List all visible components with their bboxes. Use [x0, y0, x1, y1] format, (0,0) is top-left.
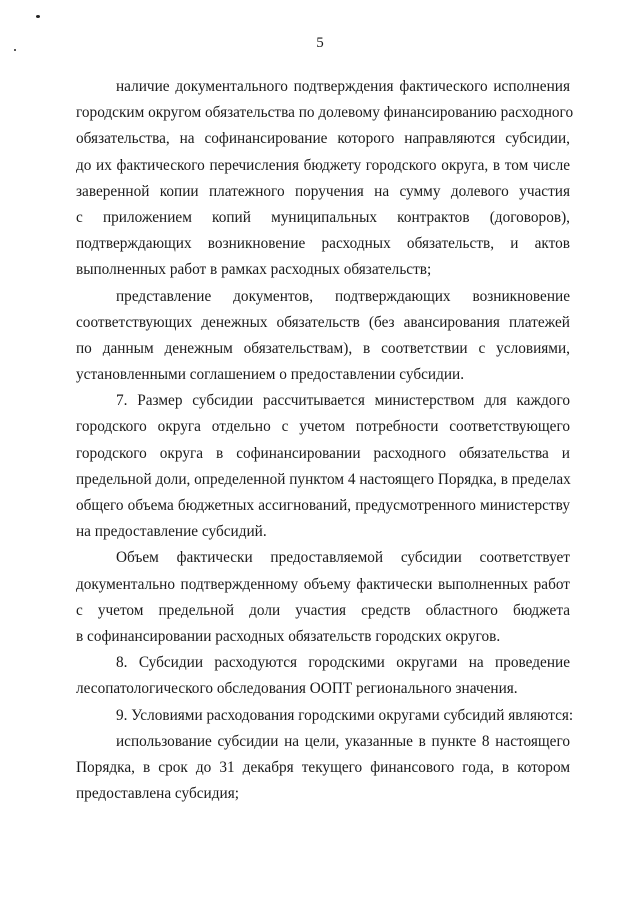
- text-line: до их фактического перечисления бюджету городского округа, в том числе: [76, 156, 570, 174]
- text-line: на предоставление субсидий.: [76, 523, 267, 541]
- text-line: общего объема бюджетных ассигнований, предусмотренного министерству: [76, 497, 570, 514]
- text-line: предоставлена субсидия;: [76, 785, 239, 803]
- text-line: предельной доли, определенной пунктом 4 настоящего Порядка, в пределах: [76, 470, 571, 488]
- text-line: заверенной копии платежного поручения на сумму долевого участия: [76, 182, 570, 200]
- text-line: соответствующих денежных обязательств (без авансирования платежей: [76, 313, 570, 331]
- text-line: с приложением копий муниципальных контрактов (договоров),: [76, 208, 570, 226]
- text-line: лесопатологического обследования ООПТ регионального значения.: [76, 680, 518, 698]
- text-line: городского округа отдельно с учетом потребности соответствующего: [76, 418, 570, 436]
- text-line: использование субсидии на цели, указанные в пункте 8 настоящего: [116, 732, 570, 750]
- text-line: в софинансировании расходных обязательств городских округов.: [76, 627, 501, 645]
- text-line: Порядка, в срок до 31 декабря текущего финансового года, в котором: [76, 758, 570, 776]
- text-line: городским округом обязательства по долевому финансированию расходного: [76, 104, 574, 122]
- scan-speck: [36, 15, 40, 18]
- text-line: наличие документального подтверждения фактического исполнения: [116, 78, 570, 95]
- text-line: по данным денежным обязательствам), в соответствии с условиями,: [76, 339, 570, 357]
- text-line: городского округа в софинансировании расходного обязательства и: [76, 444, 570, 462]
- text-line: 9. Условиями расходования городскими округами субсидий являются:: [116, 706, 574, 724]
- page-number: 5: [316, 35, 324, 51]
- text-line: Объем фактически предоставляемой субсидии соответствует: [116, 549, 570, 567]
- text-line: представление документов, подтверждающих возникновение: [116, 287, 570, 305]
- text-line: 7. Размер субсидии рассчитывается министерством для каждого: [116, 392, 570, 410]
- text-line: выполненных работ в рамках расходных обязательств;: [76, 261, 432, 279]
- text-line: с учетом предельной доли участия средств областного бюджета: [76, 601, 570, 619]
- document-body: [76, 74, 574, 807]
- text-line: подтверждающих возникновение расходных обязательств, и актов: [76, 235, 570, 253]
- text-line: установленными соглашением о предоставлении субсидии.: [76, 366, 465, 384]
- text-line: обязательства, на софинансирование которого направляются субсидии,: [76, 130, 570, 148]
- text-line: 8. Субсидии расходуются городскими округами на проведение: [116, 654, 570, 672]
- text-line: документально подтвержденному объему фактически выполненных работ: [76, 575, 570, 593]
